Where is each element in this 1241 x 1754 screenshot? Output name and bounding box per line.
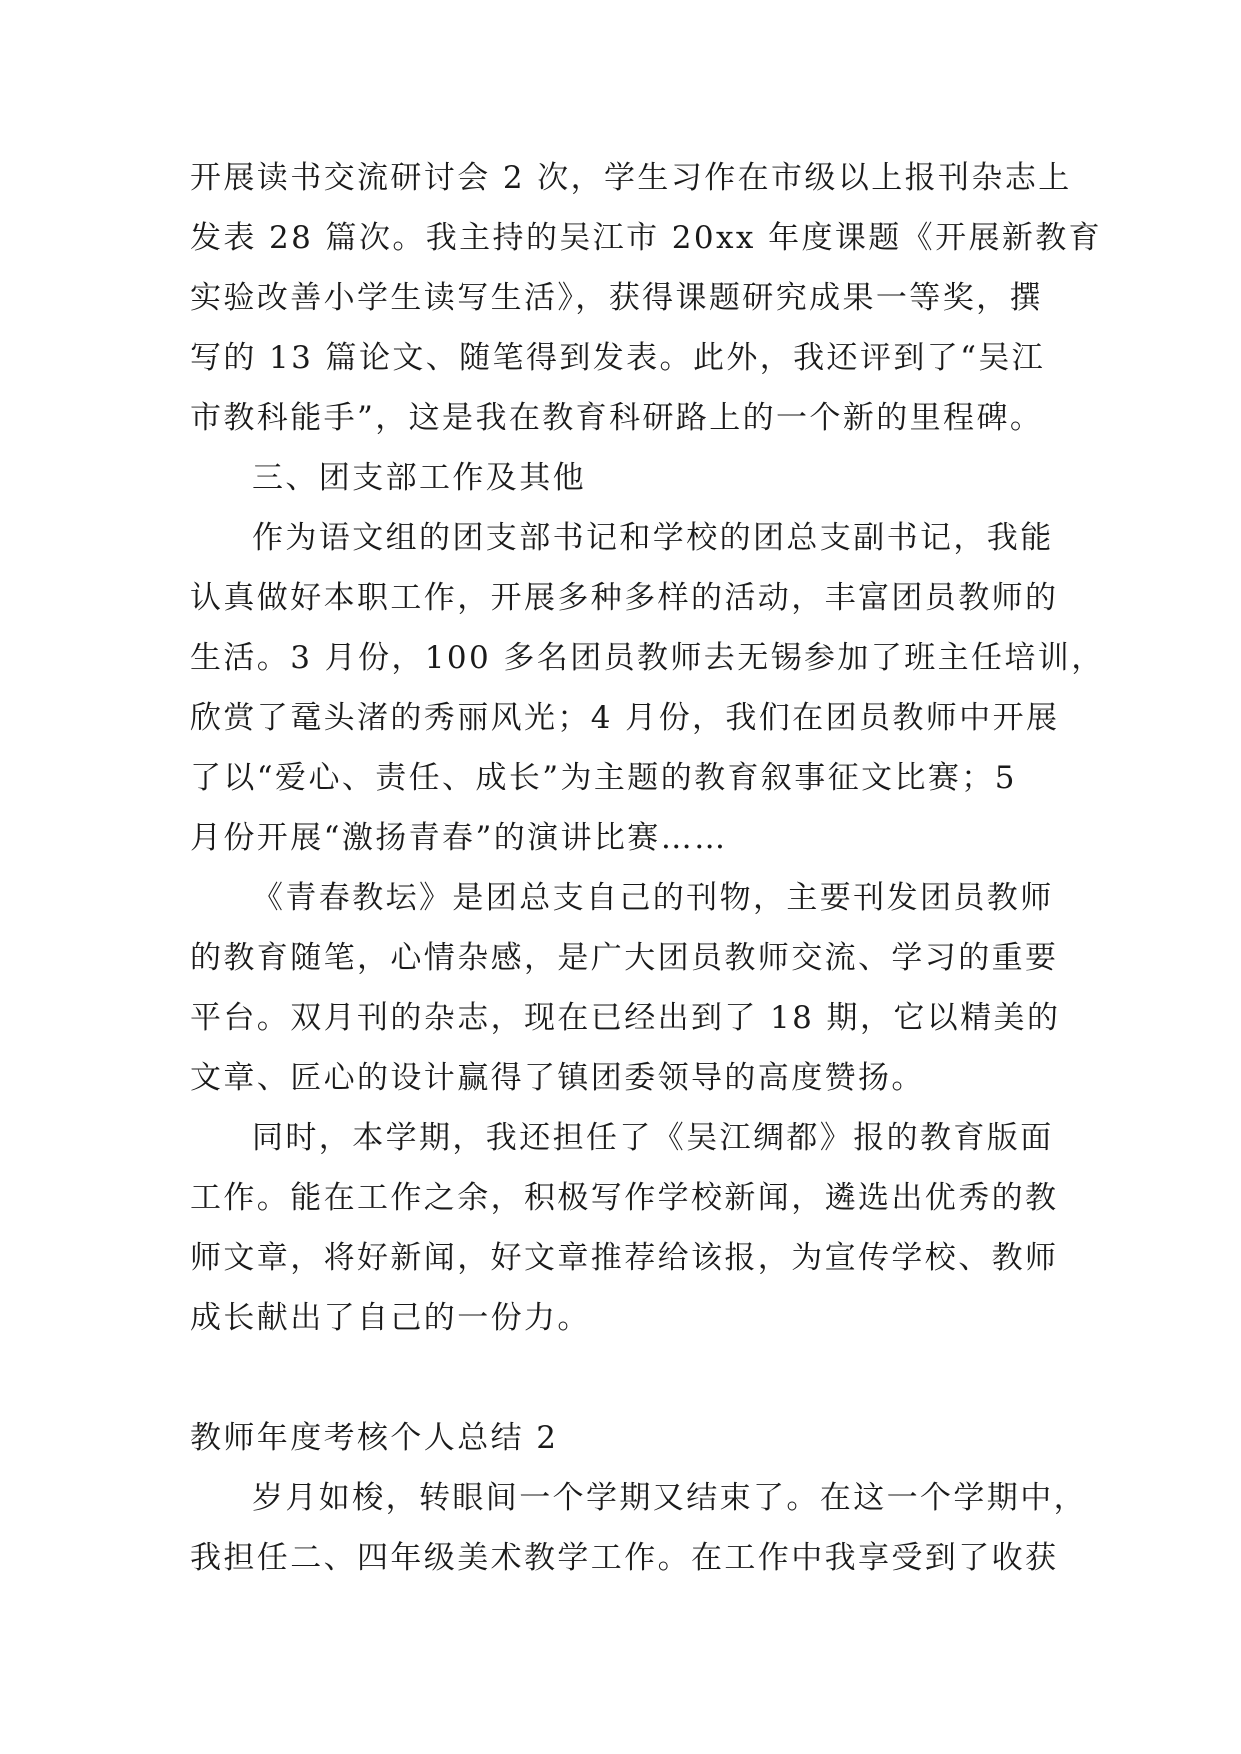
text-line: 了以“爱心、责任、成长”为主题的教育叙事征文比赛；5 (190, 760, 1017, 796)
document-title: 教师年度考核个人总结 2 (190, 1420, 559, 1456)
text-line: 实验改善小学生读写生活》，获得课题研究成果一等奖，撰 (190, 280, 1043, 316)
text-line: 工作。能在工作之余，积极写作学校新闻，遴选出优秀的教 (190, 1180, 1059, 1216)
text-line: 我担任二、四年级美术教学工作。在工作中我享受到了收获 (190, 1540, 1059, 1576)
text-line: 生活。3 月份，100 多名团员教师去无锡参加了班主任培训， (190, 640, 1105, 676)
section-heading: 三、团支部工作及其他 (252, 460, 586, 496)
document-page (190, 148, 1105, 1588)
text-line: 师文章，将好新闻，好文章推荐给该报，为宣传学校、教师 (190, 1240, 1059, 1276)
text-line: 平台。双月刊的杂志，现在已经出到了 18 期，它以精美的 (190, 1000, 1061, 1036)
text-line: 写的 13 篇论文、随笔得到发表。此外，我还评到了“吴江 (190, 340, 1046, 376)
text-line: 欣赏了鼋头渚的秀丽风光；4 月份，我们在团员教师中开展 (190, 700, 1060, 736)
text-line: 发表 28 篇次。我主持的吴江市 20xx 年度课题《开展新教育 (190, 220, 1103, 256)
text-line: 岁月如梭，转眼间一个学期又结束了。在这一个学期中， (252, 1480, 1087, 1516)
text-line: 作为语文组的团支部书记和学校的团总支副书记，我能 (252, 520, 1054, 556)
text-line: 成长献出了自己的一份力。 (190, 1300, 591, 1336)
text-line: 开展读书交流研讨会 2 次，学生习作在市级以上报刊杂志上 (190, 160, 1072, 196)
text-line: 《青春教坛》是团总支自己的刊物，主要刊发团员教师 (252, 880, 1054, 916)
text-line: 的教育随笔，心情杂感，是广大团员教师交流、学习的重要 (190, 940, 1059, 976)
text-line: 文章、匠心的设计赢得了镇团委领导的高度赞扬。 (190, 1060, 925, 1096)
text-line: 同时，本学期，我还担任了《吴江绸都》报的教育版面 (252, 1120, 1054, 1156)
text-line: 月份开展“激扬青春”的演讲比赛…… (190, 820, 728, 856)
text-line: 市教科能手”，这是我在教育科研路上的一个新的里程碑。 (190, 400, 1044, 436)
text-line: 认真做好本职工作，开展多种多样的活动，丰富团员教师的 (190, 580, 1059, 616)
paragraph-gap (190, 1348, 1060, 1408)
